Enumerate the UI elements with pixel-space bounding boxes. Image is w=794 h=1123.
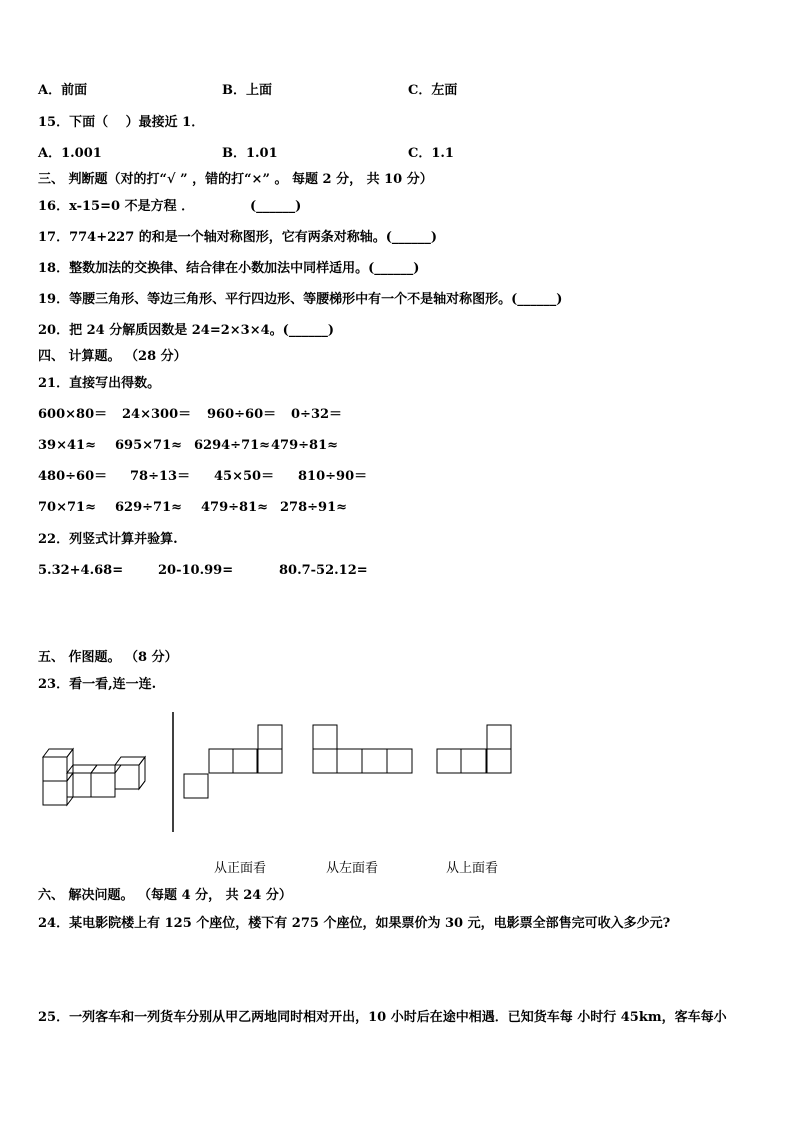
question-24: 24．某电影院楼上有 125 个座位，楼下有 275 个座位，如果票价为 30 元，电影票全部售完可收入多少元? (38, 916, 671, 931)
section-heading: 三、 判断题（对的打“√ ” ，错的打“×” 。 每题 2 分， 共 10 分） (38, 172, 433, 187)
question-17: 17．774+227 的和是一个轴对称图形，它有两条对称轴。(______) (38, 230, 438, 245)
view-matching-figure (0, 700, 794, 840)
section-heading: 四、 计算题。 （28 分） (38, 349, 187, 364)
section-heading: 五、 作图题。 （8 分） (38, 650, 178, 665)
question-22: 22．列竖式计算并验算. (38, 532, 178, 547)
question-20: 20．把 24 分解质因数是 24=2×3×4。(______) (38, 323, 334, 338)
calc-item: 479÷81≈ (271, 438, 339, 453)
option-a: A．前面 (38, 83, 88, 98)
question-18: 18．整数加法的交换律、结合律在小数加法中同样适用。(______) (38, 261, 420, 276)
option-a: A．1.001 (38, 146, 102, 161)
calc-item: 0÷32＝ (291, 407, 343, 422)
calc-item: 39×41≈ (38, 438, 96, 453)
question-16: 16．x-15=0 不是方程 ． (38, 199, 195, 214)
question-25: 25．一列客车和一列货车分别从甲乙两地同时相对开出，10 小时后在途中相遇．已知货车每 小时行 45km，客车每小 (38, 1010, 727, 1025)
view-label-top: 从上面看 (446, 861, 499, 876)
vertical-calc-item: 80.7-52.12= (279, 563, 368, 578)
calc-item: 479÷81≈ (201, 500, 269, 515)
calc-item: 480÷60＝ (38, 469, 108, 484)
calc-item: 695×71≈ (115, 438, 183, 453)
view-label-front: 从正面看 (214, 861, 267, 876)
question-19: 19．等腰三角形、等边三角形、平行四边形、等腰梯形中有一个不是轴对称图形。(______) (38, 292, 563, 307)
vertical-calc-item: 5.32+4.68= (38, 563, 124, 578)
calc-item: 629÷71≈ (115, 500, 183, 515)
view-label-left: 从左面看 (326, 861, 379, 876)
calc-item: 6294÷71≈ (194, 438, 271, 453)
question-15: 15．下面（ ）最接近 1． (38, 115, 205, 130)
question-23: 23．看一看,连一连. (38, 677, 157, 692)
calc-item: 24×300＝ (122, 407, 192, 422)
view-shape-1 (184, 725, 282, 798)
option-c: C．左面 (408, 83, 458, 98)
calc-item: 278÷91≈ (280, 500, 348, 515)
view-shape-3 (437, 725, 511, 773)
calc-item: 78÷13＝ (130, 469, 191, 484)
calc-item: 70×71≈ (38, 500, 96, 515)
answer-blank: (______) (250, 199, 302, 214)
calc-item: 600×80＝ (38, 407, 108, 422)
option-b: B．1.01 (222, 146, 278, 161)
question-21: 21．直接写出得数。 (38, 376, 161, 391)
view-shape-2 (313, 725, 412, 773)
calc-item: 810÷90＝ (298, 469, 368, 484)
vertical-calc-item: 20-10.99= (158, 563, 234, 578)
section-heading: 六、 解决问题。 （每题 4 分， 共 24 分） (38, 888, 292, 903)
option-b: B．上面 (222, 83, 272, 98)
calc-item: 960÷60＝ (207, 407, 277, 422)
calc-item: 45×50＝ (214, 469, 275, 484)
cube-solid-figure (43, 749, 145, 805)
option-c: C．1.1 (408, 146, 454, 161)
